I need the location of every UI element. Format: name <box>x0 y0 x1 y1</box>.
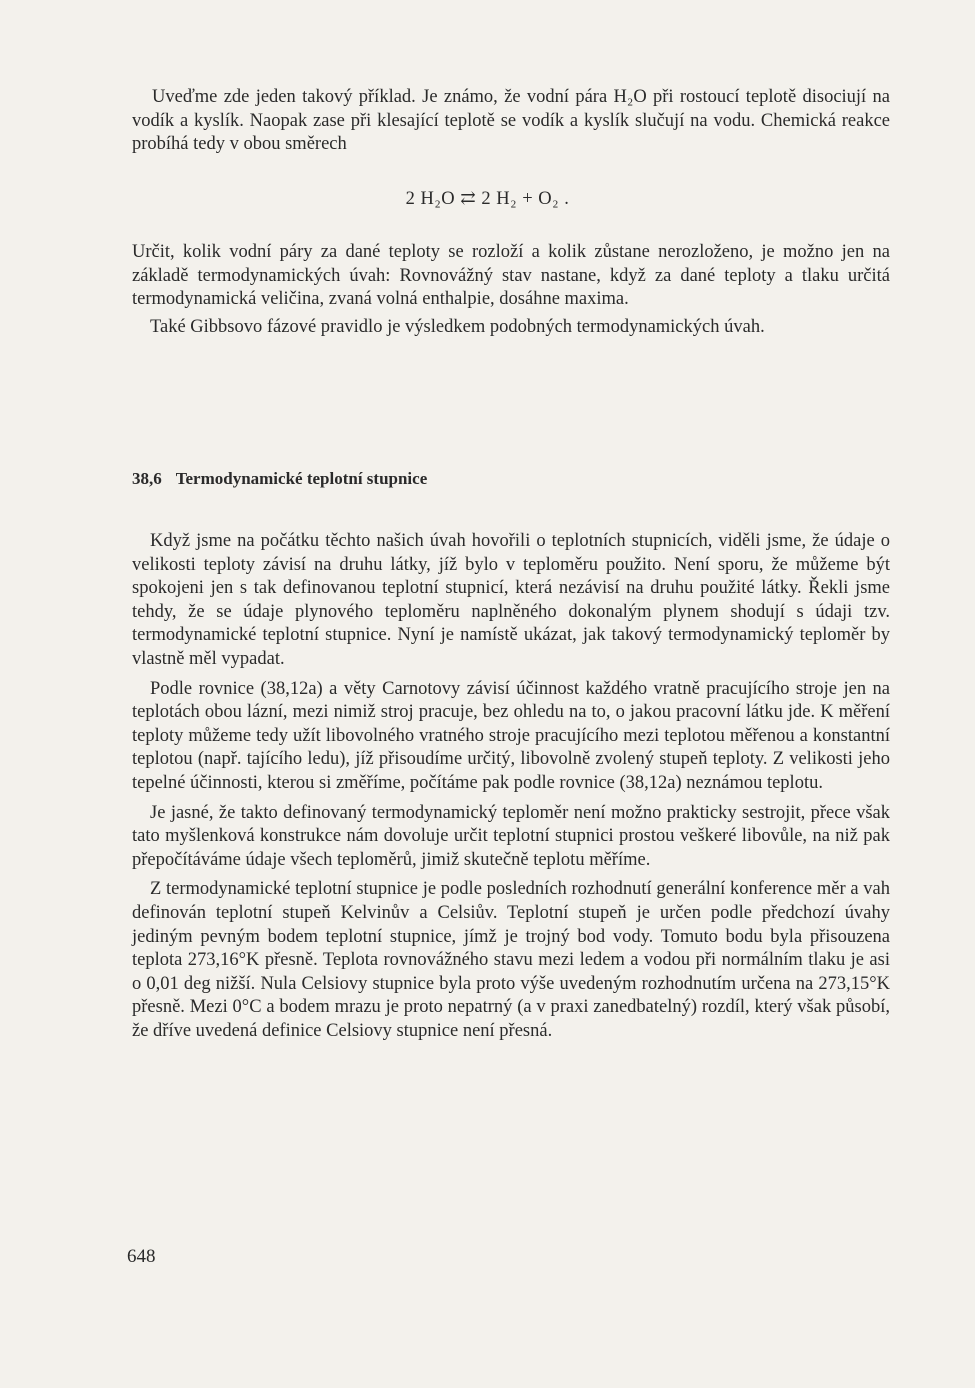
section-number: 38,6 <box>132 469 162 488</box>
section-paragraph: Je jasné, že takto definovaný termodynamický teploměr není možno prakticky sestrojit, přece však tato myšlenková konstrukce nám dovoluje určit teplotní stupnici prostou veškeré libovůle, na niž pak přepočítáváme údaje všech teploměrů, jimiž skutečně teplotu měříme. <box>132 802 890 870</box>
section-body <box>132 530 890 1043</box>
section-paragraph: Když jsme na počátku těchto našich úvah hovořili o teplotních stupnicích, viděli jsme, že údaje o velikosti teploty závisí na druhu látky, jíž bylo v teploměru použito. Není sporu, že můžeme být spokojeni jen s tak definovanou teplotní stupnicí, která nezávisí na druhu použité látky. Řekli jsme tehdy, že se údaje plynového teploměru naplněného dokonalým plynem shodují s údaji tzv. termodynamické teplotní stupnice. Nyní je namístě ukázat, jak takový termodynamický teploměr by vlastně měl vypadat. <box>132 531 890 669</box>
section-heading <box>132 469 427 489</box>
chemical-equation: 2 H₂O ⇄ 2 H₂ + O₂ . <box>405 189 570 209</box>
page-number: 648 <box>127 1246 156 1267</box>
section-paragraph: Z termodynamické teplotní stupnice je podle posledních rozhodnutí generální konference měr a vah definován teplotní stupeň Kelvinův a Celsiův. Teplotní stupeň je určen podle předchozí úvahy jediným pevným bodem teplotní stupnice, jímž je trojný bod vody. Tomuto bodu byla přisouzena teplota 273,16°K přesně. Teplota rovnovážného stavu mezi ledem a vodou při normálním tlaku je asi o 0,01 deg nižší. Nula Celsiovy stupnice byla proto výše uvedeným rozhodnutím určena na 273,15°K přesně. Mezi 0°C a bodem mrazu je proto nepatrný (a v praxi zanedbatelný) rozdíl, který však působí, že dříve uvedená definice Celsiovy stupnice není přesná. <box>132 879 890 1041</box>
paragraph-equilibrium: Určit, kolik vodní páry za dané teploty se rozloží a kolik zůstane nerozloženo, je možno jen na základě termodynamických úvah: Rovnovážný stav nastane, když za dané teploty a tlaku určitá termodynamická veličina, zvaná volná enthalpie, dosáhne maxima. <box>132 242 890 310</box>
paragraph-gibbs: Také Gibbsovo fázové pravidlo je výsledkem podobných termodynamických úvah. <box>150 316 765 337</box>
intro-section <box>132 86 890 157</box>
equation-discussion <box>132 241 890 339</box>
section-paragraph: Podle rovnice (38,12a) a věty Carnotovy závisí účinnost každého vratně pracujícího stroje jen na teplotách obou lázní, mezi nimiž stroj pracuje, bez ohledu na to, o jakou pracovní látku jde. K měření teploty můžeme tedy užít libovolného vratného stroje pracujícího mezi teplotou měřenou a konstantní teplotou (např. tajícího ledu), jíž přisoudíme určitý, libovolně zvolený stupeň teploty. Z velikosti jeho tepelné účinnosti, kterou si změříme, počítáme pak podle rovnice (38,12a) neznámou teplotu. <box>132 678 890 793</box>
intro-paragraph: Uveďme zde jeden takový příklad. Je známo, že vodní pára H₂O při rostoucí teplotě disociují na vodík a kyslík. Naopak zase při klesající teplotě se vodík a kyslík slučují na vodu. Chemická reakce probíhá tedy v obou směrech <box>132 87 890 155</box>
section-title: Termodynamické teplotní stupnice <box>175 469 428 488</box>
